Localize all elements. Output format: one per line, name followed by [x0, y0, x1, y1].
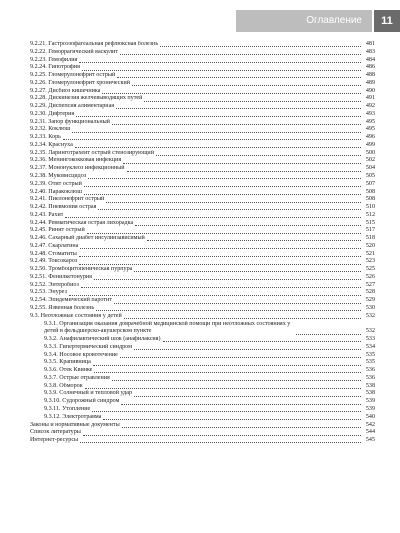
toc-entry-text: Электротравма [62, 413, 102, 420]
toc-entry-page: 520 [365, 242, 375, 249]
toc-entry-text: Паракоклюш [48, 188, 83, 195]
page-header [236, 10, 400, 32]
toc-entry-number: 9.2.49. [30, 258, 47, 265]
toc-entry-title [30, 88, 100, 96]
toc-entry-text: Краснуха [48, 141, 73, 148]
toc-entry-text: Геморрагический васкулит [48, 48, 118, 55]
toc-entry-number: 9.3.5. [44, 359, 58, 366]
toc-entry-number: 9.2.34. [30, 141, 47, 148]
toc-entry-number: 9.2.52. [30, 281, 47, 288]
toc-entry-text: Гломерулонефрит острый [48, 72, 116, 79]
toc-entry-page: 534 [365, 343, 375, 350]
toc-entry-title [30, 173, 86, 181]
toc-entry-title [30, 111, 74, 119]
toc-entry-page: 495 [365, 126, 375, 133]
toc-entry-page: 490 [365, 87, 375, 94]
toc-entry-page: 530 [365, 305, 375, 312]
toc-leader-dots [123, 157, 361, 164]
toc-entry-number: 9.2.35. [30, 149, 47, 156]
toc-leader-dots [83, 429, 361, 436]
toc-entry-page: 545 [365, 437, 375, 444]
toc-entry-page: 507 [365, 180, 375, 187]
toc-entry-text: Гломерулонефрит хронический [48, 79, 130, 86]
toc-entry-title [30, 189, 82, 197]
toc-entry-text: Гипотрофия [48, 64, 80, 71]
toc-entry-page: 499 [365, 141, 375, 148]
toc-entry-page: 517 [365, 227, 375, 234]
toc-leader-dots [82, 64, 361, 71]
toc-leader-dots [160, 40, 361, 47]
toc-leader-dots [147, 234, 361, 241]
toc-entry-page: 527 [365, 281, 375, 288]
toc-entry-page: 535 [365, 359, 375, 366]
toc-entry-page: 526 [365, 273, 375, 280]
toc-entry-page: 481 [365, 40, 375, 47]
toc-entry-page: 536 [365, 374, 375, 381]
toc-entry-number: 9.2.21. [30, 40, 47, 47]
toc-entry-title [44, 344, 132, 352]
toc-entry-text: Законы и нормативные документы [30, 421, 120, 428]
toc-entry-text: Гипертермический синдром [59, 343, 132, 350]
toc-entry-page: 496 [365, 134, 375, 141]
toc-leader-dots [79, 250, 361, 257]
toc-entry-text: Диспепсия алиментарная [48, 103, 115, 110]
toc-entry-number: 9.3.7. [44, 374, 58, 381]
toc-entry-number: 9.2.33. [30, 134, 47, 141]
toc-entry-text: Мононуклеоз инфекционный [48, 165, 125, 172]
toc-entry-text: Носовое кровотечение [59, 351, 118, 358]
toc-entry-page: 532 [365, 328, 375, 335]
toc-entry-text: Дискинезия желчевыводящих путей [48, 95, 143, 102]
toc-entry-number: 9.2.39. [30, 180, 47, 187]
toc-entry-text: Ревматическая острая лихорадка [48, 219, 134, 226]
toc-entry-title [30, 313, 122, 321]
toc-entry-number: 9.2.54. [30, 297, 47, 304]
toc-entry-title [44, 359, 91, 367]
toc-leader-dots [120, 48, 361, 55]
toc-entry-title [30, 227, 85, 235]
toc-entry-text: Энтеробиоз [48, 281, 79, 288]
toc-entry-number: 9.2.55. [30, 305, 47, 312]
toc-entry-title [30, 289, 67, 297]
toc-entry-title [44, 406, 90, 414]
toc-entry-number: 9.3. [30, 312, 40, 319]
toc-entry-page: 521 [365, 250, 375, 257]
toc-entry-text: Пневмония острая [48, 204, 97, 211]
toc-entry-number: 9.3.8. [44, 382, 58, 389]
toc-entry-title [30, 251, 77, 259]
toc-entry-text: Запор функциональный [48, 118, 110, 125]
toc-entry-text: Неотложные состояния у детей [40, 312, 122, 319]
toc-entry-number: 9.2.22. [30, 48, 47, 55]
toc-entry-page: 539 [365, 405, 375, 412]
toc-entry-number: 9.2.28. [30, 95, 47, 102]
toc-entry-text: Корь [48, 134, 61, 141]
toc-leader-dots [84, 188, 361, 195]
toc-leader-dots [112, 374, 361, 381]
toc-entry-page: 532 [365, 312, 375, 319]
toc-entry-page: 525 [365, 266, 375, 273]
toc-entry-title [30, 258, 77, 266]
toc-entry-page: 536 [365, 367, 375, 374]
toc-leader-dots [296, 328, 361, 335]
toc-leader-dots [134, 390, 361, 397]
toc-entry-text: Рахит [48, 211, 64, 218]
toc-leader-dots [85, 382, 361, 389]
toc-entry-number: 9.3.4. [44, 351, 58, 358]
toc-entry-number: 9.2.43. [30, 211, 47, 218]
toc-entry-number: 9.2.53. [30, 289, 47, 296]
toc-entry-page: 528 [365, 289, 375, 296]
toc-entry-number: 9.2.48. [30, 250, 47, 257]
toc-entry-text: Ринит острый [48, 227, 85, 234]
toc-entry-title [30, 437, 78, 445]
toc-leader-dots [121, 398, 361, 405]
toc-leader-dots [117, 71, 361, 78]
toc-entry-page: 491 [365, 95, 375, 102]
toc-leader-dots [84, 180, 361, 187]
toc-entry-number: 9.2.45. [30, 227, 47, 234]
toc-leader-dots [80, 242, 361, 249]
toc-entry-number: 9.3.1. [44, 320, 58, 327]
toc-entry-text: Токсокароз [48, 258, 78, 265]
toc-entry-text: Фенилкетонурия [48, 273, 92, 280]
toc-entry-title [44, 390, 132, 398]
toc-entry-text: Скарлатина [48, 242, 79, 249]
toc-entry [30, 437, 375, 445]
toc-leader-dots [81, 281, 361, 288]
toc-entry-number: 9.2.31. [30, 118, 47, 125]
toc-leader-dots [134, 265, 361, 272]
toc-entry-text: Гастроэзофагеальная рефлюксная болезнь [48, 40, 159, 47]
toc-entry-text: Организация оказания доврачебной медицинской помощи при неотложных состояниях у детей в фельдшерско-акушерском пункте [44, 320, 291, 335]
toc-leader-dots [114, 297, 361, 304]
toc-entry-title [30, 181, 82, 189]
toc-entry-number: 9.2.30. [30, 110, 47, 117]
toc-entry-page: 518 [365, 235, 375, 242]
toc-entry-page: 544 [365, 429, 375, 436]
toc-entry-number: 9.2.25. [30, 72, 47, 79]
toc-leader-dots [120, 351, 361, 358]
header-title: Оглавление [236, 10, 372, 32]
toc-entry-text: Обморок [59, 382, 83, 389]
toc-leader-dots [96, 304, 361, 311]
toc-entry-page: 523 [365, 258, 375, 265]
toc-entry-number: 9.3.6. [44, 367, 58, 374]
toc-entry-number: 9.2.51. [30, 273, 47, 280]
toc-entry-number: 9.2.41. [30, 196, 47, 203]
toc-leader-dots [92, 405, 361, 412]
toc-entry-page: 538 [365, 390, 375, 397]
toc-leader-dots [63, 133, 361, 140]
toc-entry-page: 493 [365, 110, 375, 117]
toc-entry-text: Список литературы [30, 429, 81, 436]
toc-entry-number: 9.2.44. [30, 219, 47, 226]
table-of-contents [30, 41, 375, 445]
toc-entry-page: 538 [365, 382, 375, 389]
toc-entry-number: 9.2.36. [30, 157, 47, 164]
toc-entry-page: 505 [365, 173, 375, 179]
toc-entry-number: 9.2.23. [30, 56, 47, 63]
toc-entry-text: Крапивница [59, 359, 91, 366]
toc-entry-page: 542 [365, 421, 375, 428]
toc-entry-title [30, 142, 73, 150]
toc-entry-text: Сахарный диабет инсулинзависимый [48, 235, 145, 242]
toc-entry-page: 515 [365, 219, 375, 226]
toc-entry-page: 500 [365, 149, 375, 156]
toc-entry-title [30, 64, 80, 72]
toc-leader-dots [69, 289, 361, 296]
toc-entry-text: Дифтерия [48, 110, 75, 117]
toc-entry-title [30, 196, 104, 204]
toc-entry-number: 9.3.9. [44, 390, 58, 397]
toc-leader-dots [112, 118, 361, 125]
toc-entry-page: 495 [365, 118, 375, 125]
toc-leader-dots [94, 366, 361, 373]
toc-entry-title [30, 243, 78, 251]
toc-entry-number: 9.3.3. [44, 343, 58, 350]
toc-entry [30, 321, 375, 337]
toc-leader-dots [87, 227, 361, 234]
toc-entry-text: Эпидемический паротит [48, 297, 112, 304]
toc-entry-text: Язвенная болезнь [48, 305, 95, 312]
toc-entry-number: 9.2.47. [30, 242, 47, 249]
toc-leader-dots [156, 149, 361, 156]
toc-entry-page: 508 [365, 188, 375, 195]
toc-entry-text: Стоматиты [48, 250, 77, 257]
toc-entry-number: 9.2.38. [30, 173, 47, 179]
toc-entry-number: 9.2.50. [30, 266, 47, 273]
toc-entry-title [30, 429, 81, 437]
toc-entry-number: 9.2.32. [30, 126, 47, 133]
toc-entry-page: 508 [365, 196, 375, 203]
toc-entry-number: 9.2.40. [30, 188, 47, 195]
toc-entry-page: 529 [365, 297, 375, 304]
toc-entry-title [30, 157, 121, 165]
toc-entry-text: Муковисцидоз [48, 173, 87, 179]
toc-entry-text: Коклюш [48, 126, 71, 133]
toc-entry-text: Менингококковая инфекция [48, 157, 122, 164]
toc-entry-text: Дисбиоз кишечника [48, 87, 101, 94]
toc-entry-page: 510 [365, 204, 375, 211]
toc-entry-number: 9.3.2. [44, 336, 58, 343]
toc-entry-text: Ларинготрахеит острый стенозирующий [48, 149, 154, 156]
toc-leader-dots [124, 312, 361, 319]
toc-entry-text: Тромбоцитопеническая пурпура [48, 266, 133, 273]
toc-entry-page: 504 [365, 165, 375, 172]
toc-leader-dots [65, 211, 361, 218]
toc-entry-number: 9.2.46. [30, 235, 47, 242]
toc-entry-page: 539 [365, 398, 375, 405]
toc-leader-dots [94, 273, 361, 280]
toc-entry-title [44, 383, 83, 391]
toc-entry-number: 9.3.12. [44, 413, 61, 420]
toc-leader-dots [98, 203, 361, 210]
toc-leader-dots [80, 436, 361, 443]
toc-entry-number: 9.2.37. [30, 165, 47, 172]
toc-leader-dots [79, 56, 361, 63]
toc-entry-text: Утопление [62, 405, 91, 412]
toc-entry-text: Гемофилия [48, 56, 78, 63]
toc-entry-title [30, 72, 115, 80]
toc-entry-text: Интернет-ресурсы [30, 437, 79, 444]
toc-entry-number: 9.3.11. [44, 405, 61, 412]
toc-leader-dots [106, 196, 361, 203]
toc-leader-dots [103, 413, 361, 420]
toc-leader-dots [93, 359, 361, 366]
toc-entry-page: 488 [365, 72, 375, 79]
header-page-number: 11 [374, 10, 400, 32]
toc-leader-dots [88, 172, 361, 179]
toc-entry-number: 9.2.27. [30, 87, 47, 94]
toc-entry-page: 535 [365, 351, 375, 358]
toc-leader-dots [76, 110, 361, 117]
toc-entry-text: Солнечный и тепловой удар [59, 390, 133, 397]
toc-entry-text: Отит острый [48, 180, 82, 187]
toc-entry-page: 489 [365, 79, 375, 86]
toc-entry-text: Энурез [48, 289, 67, 296]
toc-entry-title [30, 212, 63, 220]
toc-entry-title [30, 134, 61, 142]
toc-entry-page: 483 [365, 48, 375, 55]
toc-entry-page: 512 [365, 211, 375, 218]
toc-entry-title [44, 414, 101, 422]
toc-entry-number: 9.2.24. [30, 64, 47, 71]
toc-entry-text: Судорожный синдром [62, 398, 120, 405]
toc-entry-page: 486 [365, 64, 375, 71]
toc-entry-title [30, 305, 94, 313]
toc-leader-dots [122, 421, 361, 428]
toc-leader-dots [132, 79, 361, 86]
toc-entry-title [44, 321, 294, 337]
toc-leader-dots [72, 126, 361, 133]
toc-entry-page: 540 [365, 413, 375, 420]
toc-leader-dots [75, 141, 361, 148]
toc-entry-title [44, 367, 92, 375]
toc-leader-dots [102, 87, 361, 94]
toc-entry-page: 533 [365, 336, 375, 343]
toc-leader-dots [163, 335, 362, 342]
toc-entry-page: 484 [365, 56, 375, 63]
toc-leader-dots [79, 258, 361, 265]
toc-entry-page: 492 [365, 103, 375, 110]
toc-entry-title [30, 57, 77, 65]
toc-entry-page: 502 [365, 157, 375, 164]
toc-entry-number: 9.2.29. [30, 103, 47, 110]
toc-entry-number: 9.2.42. [30, 204, 47, 211]
toc-entry-number: 9.2.26. [30, 79, 47, 86]
toc-entry-number: 9.3.10. [44, 398, 61, 405]
toc-entry [30, 313, 375, 321]
toc-leader-dots [134, 343, 361, 350]
toc-leader-dots [127, 165, 362, 172]
toc-entry-text: Отек Квинке [59, 367, 93, 374]
toc-entry-text: Острые отравления [59, 374, 110, 381]
toc-entry-text: Анафилактический шок (анафилаксия) [59, 336, 161, 343]
toc-entry-text: Пиелонефрит острый [48, 196, 105, 203]
toc-leader-dots [116, 102, 361, 109]
toc-leader-dots [135, 219, 361, 226]
toc-leader-dots [144, 95, 361, 102]
